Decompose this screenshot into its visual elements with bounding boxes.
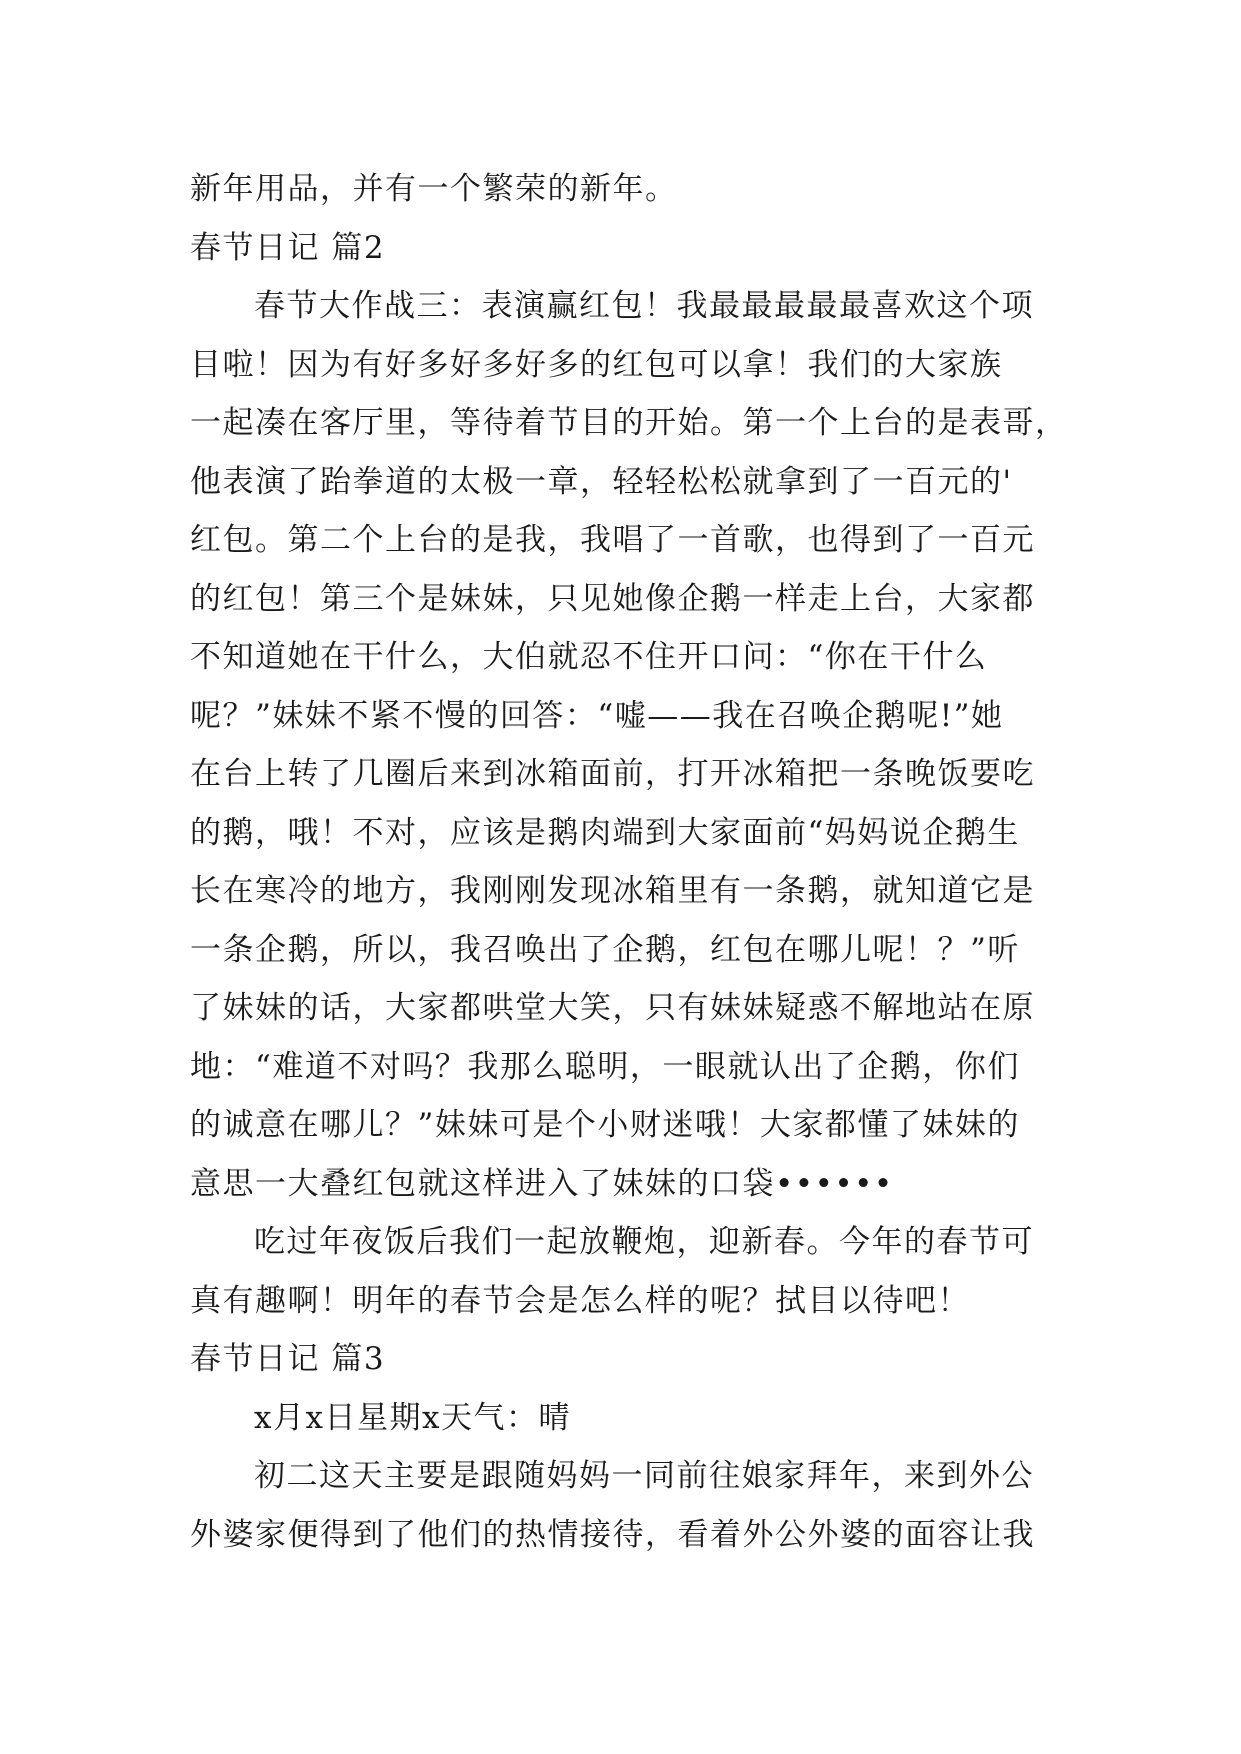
section-title-2: 春节日记 篇2 <box>190 229 386 266</box>
document-page <box>190 160 1068 1564</box>
paragraph-line: 吃过年夜饭后我们一起放鞭炮，迎新春。今年的春节可 <box>254 1224 1034 1260</box>
paragraph-line: 的红包！第三个是妹妹，只见她像企鹅一样走上台，大家都 <box>190 580 1035 617</box>
paragraph-line: 地：“难道不对吗？我那么聪明，一眼就认出了企鹅，你们 <box>190 1048 1020 1085</box>
paragraph-new-year-fireworks <box>190 1213 1052 1330</box>
paragraph-line: 不知道她在干什么，大伯就忍不住开口问：“你在干什么 <box>190 639 988 675</box>
paragraph-line: 初二这天主要是跟随妈妈一同前往娘家拜年，来到外公 <box>254 1458 1034 1494</box>
diary-date-line: x月x日星期x天气：晴 <box>254 1399 571 1436</box>
paragraph-line: 一条企鹅，所以，我召唤出了企鹅，红包在哪儿呢！？”听 <box>190 931 1020 968</box>
paragraph-line: 一起凑在客厅里，等待着节目的开始。第一个上台的是表哥， <box>190 405 1068 441</box>
paragraph-line: 外婆家便得到了他们的热情接待，看着外公外婆的面容让我 <box>190 1516 1035 1553</box>
paragraph-line: 的诚意在哪儿？”妹妹可是个小财迷哦！大家都懂了妹妹的 <box>190 1107 1020 1143</box>
paragraph-line: 了妹妹的话，大家都哄堂大笑，只有妹妹疑惑不解地站在原 <box>190 990 1035 1026</box>
paragraph-line: 呢？”妹妹不紧不慢的回答：“嘘——我在召唤企鹅呢!”她 <box>190 697 1004 734</box>
paragraph-line: 目啦！因为有好多好多好多的红包可以拿！我们的大家族 <box>190 346 1003 383</box>
paragraph-line: 真有趣啊！明年的春节会是怎么样的呢？拭目以待吧！ <box>190 1282 970 1319</box>
paragraph-line: 意思一大叠红包就这样进入了妹妹的口袋•••••• <box>190 1165 894 1202</box>
paragraph-line: 的鹅，哦！不对，应该是鹅肉端到大家面前“妈妈说企鹅生 <box>190 814 1020 851</box>
paragraph-visit-grandparents <box>190 1447 1052 1564</box>
continuation-line: 新年用品，并有一个繁荣的新年。 <box>190 171 678 207</box>
paragraph-line: 春节大作战三：表演赢红包！我最最最最最喜欢这个项 <box>254 288 1034 324</box>
paragraph-line: 在台上转了几圈后来到冰箱面前，打开冰箱把一条晚饭要吃 <box>190 756 1035 792</box>
paragraph-line: 红包。第二个上台的是我，我唱了一首歌，也得到了一百元 <box>190 522 1035 558</box>
paragraph-line: 他表演了跆拳道的太极一章，轻轻松松就拿到了一百元的' <box>190 463 1013 500</box>
section-title-3: 春节日记 篇3 <box>190 1341 386 1377</box>
paragraph-performance-red-envelope <box>190 277 1068 1213</box>
paragraph-line: 长在寒冷的地方，我刚刚发现冰箱里有一条鹅，就知道它是 <box>190 873 1035 909</box>
